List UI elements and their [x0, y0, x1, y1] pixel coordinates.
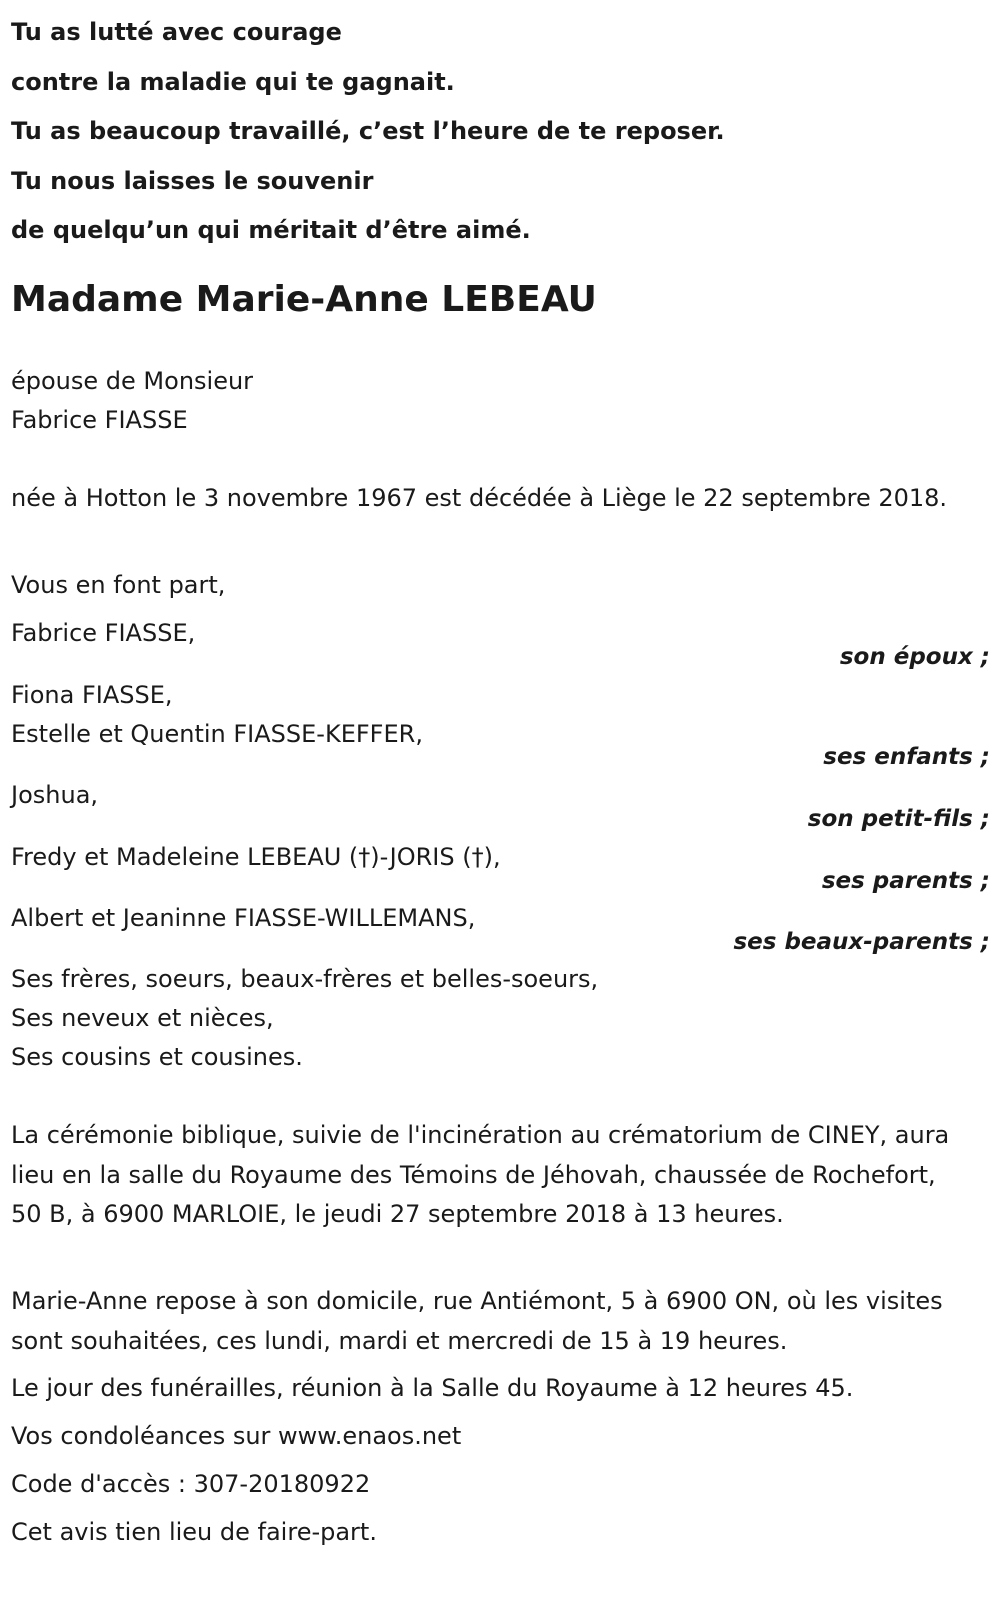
- notice-text: Cet avis tien lieu de faire-part.: [11, 1518, 377, 1546]
- ceremony-text: La cérémonie biblique, suivie de l'incinération au crématorium de CINEY, aura lieu en la salle du Royaume des Témoins de Jéhovah, chaussée de Rochefort, 50 B, à 6900 MARLOIE, le jeudi 27 septembre 2018 à 13 heures.: [11, 1121, 950, 1228]
- relation-in-laws: ses beaux-parents ;: [733, 929, 990, 955]
- spouse-line-2: Fabrice FIASSE: [11, 406, 188, 434]
- relation-grandson: son petit-fils ;: [807, 806, 990, 832]
- family-in-laws: Albert et Jeaninne FIASSE-WILLEMANS,: [11, 904, 476, 932]
- relation-parents: ses parents ;: [821, 868, 990, 894]
- visits-text: Marie-Anne repose à son domicile, rue Antiémont, 5 à 6900 ON, où les visites sont souhaitées, ces lundi, mardi et mercredi de 15 à 19 heures.: [11, 1287, 943, 1355]
- family-grandson: Joshua,: [11, 781, 99, 809]
- announcement-intro: Vous en font part,: [11, 571, 226, 599]
- family-spouse-name: Fabrice FIASSE,: [11, 619, 196, 647]
- poem-line: de quelqu’un qui méritait d’être aimé.: [11, 216, 531, 244]
- poem: [11, 8, 971, 256]
- poem-line: Tu nous laisses le souvenir: [11, 166, 374, 195]
- deceased-name: Madame Marie-Anne LEBEAU: [11, 279, 597, 320]
- family-child-1: Fiona FIASSE,: [11, 681, 173, 709]
- family-siblings: Ses frères, soeurs, beaux-frères et belles-soeurs,: [11, 965, 599, 993]
- relation-children: ses enfants ;: [823, 744, 990, 770]
- poem-line: Tu as lutté avec courage: [11, 18, 342, 46]
- spouse-line-1: épouse de Monsieur: [11, 367, 254, 395]
- birth-death-text: née à Hotton le 3 novembre 1967 est décédée à Liège le 22 septembre 2018.: [11, 484, 948, 512]
- family-child-2: Estelle et Quentin FIASSE-KEFFER,: [11, 720, 423, 748]
- access-code-text: Code d'accès : 307-20180922: [11, 1470, 371, 1498]
- family-cousins: Ses cousins et cousines.: [11, 1043, 303, 1071]
- funeral-day-text: Le jour des funérailles, réunion à la Salle du Royaume à 12 heures 45.: [11, 1374, 854, 1402]
- poem-line: Tu as beaucoup travaillé, c’est l’heure de te reposer.: [11, 117, 725, 145]
- family-parents: Fredy et Madeleine LEBEAU (†)-JORIS (†),: [11, 843, 501, 871]
- family-nephews: Ses neveux et nièces,: [11, 1004, 274, 1032]
- poem-line: contre la maladie qui te gagnait.: [11, 67, 455, 96]
- relation-spouse: son époux ;: [839, 644, 990, 670]
- condolences-text: Vos condoléances sur www.enaos.net: [11, 1422, 462, 1450]
